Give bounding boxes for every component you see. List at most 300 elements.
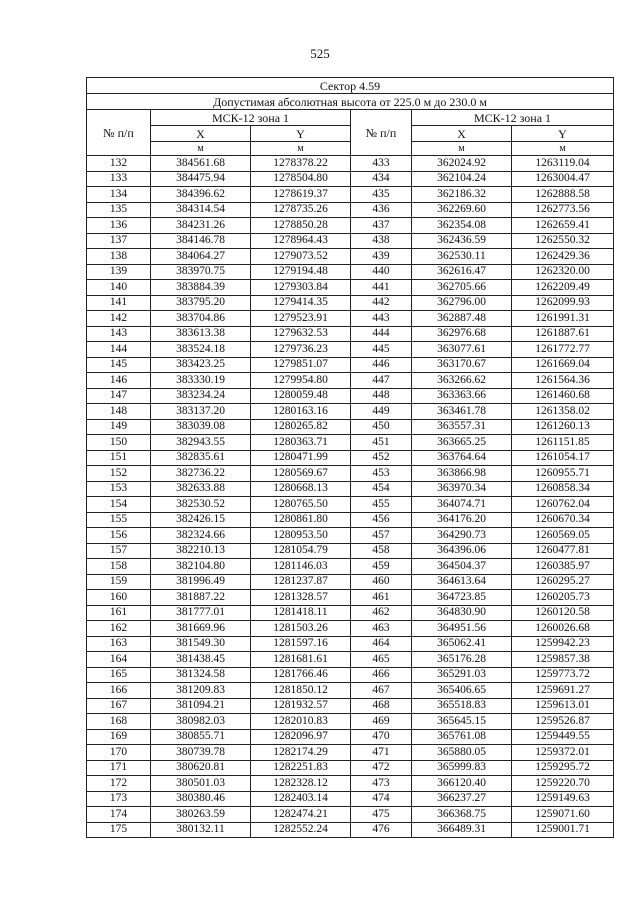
y-right: 1259691.27: [512, 683, 614, 699]
point-number-right: 471: [351, 745, 412, 761]
y-left: 1279851.07: [251, 357, 351, 373]
table-row: [87, 280, 614, 296]
y-right: 1260858.34: [512, 481, 614, 497]
y-left: 1278619.37: [251, 187, 351, 203]
y-right: 1259942.23: [512, 636, 614, 652]
y-right: 1262888.58: [512, 187, 614, 203]
x-left: 381209.83: [151, 683, 251, 699]
point-number-right: 435: [351, 187, 412, 203]
point-number-left: 159: [87, 574, 151, 590]
point-number-right: 439: [351, 249, 412, 265]
y-right: 1263004.47: [512, 171, 614, 187]
y-left: 1279523.91: [251, 311, 351, 327]
x-left: 382943.55: [151, 435, 251, 451]
point-number-right: 459: [351, 559, 412, 575]
x-left: 380739.78: [151, 745, 251, 761]
x-right: 364396.06: [412, 543, 512, 559]
table-row: [87, 652, 614, 668]
y-right: 1260762.04: [512, 497, 614, 513]
x-right: 366489.31: [412, 822, 512, 838]
x-right: 365291.03: [412, 667, 512, 683]
y-right: 1259449.55: [512, 729, 614, 745]
y-left: 1278850.28: [251, 218, 351, 234]
point-number-right: 451: [351, 435, 412, 451]
y-left: 1279414.35: [251, 295, 351, 311]
x-left: 383039.08: [151, 419, 251, 435]
x-right: 363461.78: [412, 404, 512, 420]
y-left: 1281597.16: [251, 636, 351, 652]
table-row: [87, 497, 614, 513]
y-left: 1279194.48: [251, 264, 351, 280]
x-right: 363866.98: [412, 466, 512, 482]
table-row: [87, 822, 614, 838]
y-left: 1279954.80: [251, 373, 351, 389]
point-number-right: 463: [351, 621, 412, 637]
y-right: 1259149.63: [512, 791, 614, 807]
x-left: 384475.94: [151, 171, 251, 187]
x-header-right: X: [412, 126, 512, 142]
point-number-right: 464: [351, 636, 412, 652]
y-right: 1262773.56: [512, 202, 614, 218]
x-right: 362024.92: [412, 156, 512, 172]
x-right: 362887.48: [412, 311, 512, 327]
point-number-left: 157: [87, 543, 151, 559]
y-left: 1282403.14: [251, 791, 351, 807]
x-left: 383524.18: [151, 342, 251, 358]
unit-y-left: м: [251, 142, 351, 156]
y-left: 1282010.83: [251, 714, 351, 730]
y-left: 1280265.82: [251, 419, 351, 435]
point-number-left: 169: [87, 729, 151, 745]
x-left: 382104.80: [151, 559, 251, 575]
point-number-right: 441: [351, 280, 412, 296]
table-row: [87, 156, 614, 172]
x-left: 384396.62: [151, 187, 251, 203]
y-left: 1279073.52: [251, 249, 351, 265]
x-right: 366368.75: [412, 807, 512, 823]
x-right: 362616.47: [412, 264, 512, 280]
point-number-left: 160: [87, 590, 151, 606]
num-header-right: № п/п: [351, 110, 412, 156]
y-right: 1261991.31: [512, 311, 614, 327]
y-right: 1260670.34: [512, 512, 614, 528]
point-number-right: 440: [351, 264, 412, 280]
y-right: 1259857.38: [512, 652, 614, 668]
table-row: [87, 605, 614, 621]
point-number-left: 134: [87, 187, 151, 203]
y-right: 1261260.13: [512, 419, 614, 435]
point-number-left: 171: [87, 760, 151, 776]
y-right: 1261460.68: [512, 388, 614, 404]
x-left: 382324.66: [151, 528, 251, 544]
y-right: 1259071.60: [512, 807, 614, 823]
table-row: [87, 543, 614, 559]
y-left: 1282328.12: [251, 776, 351, 792]
table-row: [87, 357, 614, 373]
y-right: 1261564.36: [512, 373, 614, 389]
y-right: 1261358.02: [512, 404, 614, 420]
y-right: 1263119.04: [512, 156, 614, 172]
x-right: 363266.62: [412, 373, 512, 389]
point-number-right: 452: [351, 450, 412, 466]
y-left: 1280363.71: [251, 435, 351, 451]
point-number-right: 456: [351, 512, 412, 528]
point-number-left: 133: [87, 171, 151, 187]
x-right: 362796.00: [412, 295, 512, 311]
point-number-left: 143: [87, 326, 151, 342]
x-left: 383137.20: [151, 404, 251, 420]
y-left: 1280569.67: [251, 466, 351, 482]
x-right: 365062.41: [412, 636, 512, 652]
table-body: [87, 156, 614, 838]
point-number-left: 152: [87, 466, 151, 482]
y-right: 1259773.72: [512, 667, 614, 683]
point-number-right: 450: [351, 419, 412, 435]
point-number-right: 467: [351, 683, 412, 699]
x-left: 384231.26: [151, 218, 251, 234]
x-right: 362269.60: [412, 202, 512, 218]
table-row: [87, 466, 614, 482]
x-right: 364074.71: [412, 497, 512, 513]
table-row: [87, 683, 614, 699]
y-left: 1280471.99: [251, 450, 351, 466]
point-number-right: 474: [351, 791, 412, 807]
num-header-left: № п/п: [87, 110, 151, 156]
point-number-left: 136: [87, 218, 151, 234]
x-right: 365880.05: [412, 745, 512, 761]
point-number-right: 473: [351, 776, 412, 792]
x-left: 380620.81: [151, 760, 251, 776]
y-right: 1261151.85: [512, 435, 614, 451]
table-row: [87, 233, 614, 249]
point-number-left: 142: [87, 311, 151, 327]
x-left: 380501.03: [151, 776, 251, 792]
system-header-right: МСК-12 зона 1: [412, 110, 614, 126]
x-right: 364176.20: [412, 512, 512, 528]
x-left: 381438.45: [151, 652, 251, 668]
table-row: [87, 373, 614, 389]
x-right: 365999.83: [412, 760, 512, 776]
y-right: 1262429.36: [512, 249, 614, 265]
point-number-left: 132: [87, 156, 151, 172]
x-right: 363665.25: [412, 435, 512, 451]
point-number-right: 433: [351, 156, 412, 172]
x-right: 363970.34: [412, 481, 512, 497]
point-number-right: 465: [351, 652, 412, 668]
point-number-right: 444: [351, 326, 412, 342]
point-number-right: 457: [351, 528, 412, 544]
x-right: 363170.67: [412, 357, 512, 373]
point-number-left: 146: [87, 373, 151, 389]
table-row: [87, 187, 614, 203]
x-left: 384146.78: [151, 233, 251, 249]
point-number-left: 141: [87, 295, 151, 311]
x-right: 362354.08: [412, 218, 512, 234]
table-row: [87, 760, 614, 776]
point-number-right: 445: [351, 342, 412, 358]
table-row: [87, 295, 614, 311]
coordinates-table: [86, 77, 614, 838]
point-number-left: 164: [87, 652, 151, 668]
x-left: 380380.46: [151, 791, 251, 807]
x-right: 362186.32: [412, 187, 512, 203]
y-left: 1278504.80: [251, 171, 351, 187]
x-left: 384561.68: [151, 156, 251, 172]
x-left: 381996.49: [151, 574, 251, 590]
x-right: 364830.90: [412, 605, 512, 621]
point-number-right: 461: [351, 590, 412, 606]
x-right: 362436.59: [412, 233, 512, 249]
point-number-right: 470: [351, 729, 412, 745]
table-row: [87, 667, 614, 683]
x-left: 381887.22: [151, 590, 251, 606]
table-row: [87, 311, 614, 327]
x-left: 383704.86: [151, 311, 251, 327]
table-row: [87, 249, 614, 265]
page-number: 525: [310, 46, 330, 61]
y-left: 1280861.80: [251, 512, 351, 528]
point-number-left: 148: [87, 404, 151, 420]
point-number-left: 161: [87, 605, 151, 621]
point-number-right: 448: [351, 388, 412, 404]
x-left: 383234.24: [151, 388, 251, 404]
y-left: 1281503.26: [251, 621, 351, 637]
x-right: 365518.83: [412, 698, 512, 714]
y-left: 1281328.57: [251, 590, 351, 606]
table-row: [87, 574, 614, 590]
y-right: 1259613.01: [512, 698, 614, 714]
table-row: [87, 528, 614, 544]
x-left: 383613.38: [151, 326, 251, 342]
unit-x-left: м: [151, 142, 251, 156]
point-number-left: 138: [87, 249, 151, 265]
y-header-right: Y: [512, 126, 614, 142]
y-left: 1282251.83: [251, 760, 351, 776]
point-number-left: 156: [87, 528, 151, 544]
point-number-right: 466: [351, 667, 412, 683]
point-number-left: 166: [87, 683, 151, 699]
point-number-left: 140: [87, 280, 151, 296]
y-left: 1278378.22: [251, 156, 351, 172]
point-number-right: 437: [351, 218, 412, 234]
point-number-right: 442: [351, 295, 412, 311]
y-left: 1282552.24: [251, 822, 351, 838]
y-left: 1281681.61: [251, 652, 351, 668]
point-number-right: 462: [351, 605, 412, 621]
point-number-left: 153: [87, 481, 151, 497]
x-left: 381094.21: [151, 698, 251, 714]
x-left: 381549.30: [151, 636, 251, 652]
y-right: 1260295.27: [512, 574, 614, 590]
point-number-left: 144: [87, 342, 151, 358]
y-right: 1262659.41: [512, 218, 614, 234]
y-left: 1281418.11: [251, 605, 351, 621]
y-left: 1280163.16: [251, 404, 351, 420]
x-right: 364504.37: [412, 559, 512, 575]
x-right: 364613.64: [412, 574, 512, 590]
table-row: [87, 404, 614, 420]
y-right: 1262320.00: [512, 264, 614, 280]
height-range: Допустимая абсолютная высота от 225.0 м до 230.0 м: [87, 94, 614, 110]
y-right: 1259220.70: [512, 776, 614, 792]
table-row: [87, 807, 614, 823]
x-left: 381669.96: [151, 621, 251, 637]
point-number-left: 155: [87, 512, 151, 528]
table-row: [87, 729, 614, 745]
table-row: [87, 388, 614, 404]
y-left: 1281146.03: [251, 559, 351, 575]
x-left: 382633.88: [151, 481, 251, 497]
point-number-right: 468: [351, 698, 412, 714]
point-number-right: 438: [351, 233, 412, 249]
y-right: 1261054.17: [512, 450, 614, 466]
system-header-left: МСК-12 зона 1: [151, 110, 351, 126]
x-left: 381777.01: [151, 605, 251, 621]
x-left: 383795.20: [151, 295, 251, 311]
point-number-left: 139: [87, 264, 151, 280]
y-left: 1278735.26: [251, 202, 351, 218]
point-number-left: 147: [87, 388, 151, 404]
x-left: 380982.03: [151, 714, 251, 730]
y-right: 1259295.72: [512, 760, 614, 776]
x-right: 363077.61: [412, 342, 512, 358]
point-number-left: 165: [87, 667, 151, 683]
point-number-left: 135: [87, 202, 151, 218]
point-number-left: 149: [87, 419, 151, 435]
y-right: 1260955.71: [512, 466, 614, 482]
y-header-left: Y: [251, 126, 351, 142]
y-left: 1280953.50: [251, 528, 351, 544]
y-left: 1281237.87: [251, 574, 351, 590]
x-left: 383330.19: [151, 373, 251, 389]
y-right: 1261669.04: [512, 357, 614, 373]
table-row: [87, 326, 614, 342]
x-left: 384064.27: [151, 249, 251, 265]
table-row: [87, 450, 614, 466]
point-number-left: 168: [87, 714, 151, 730]
x-left: 380263.59: [151, 807, 251, 823]
point-number-right: 453: [351, 466, 412, 482]
x-right: 362976.68: [412, 326, 512, 342]
x-left: 380132.11: [151, 822, 251, 838]
y-right: 1261772.77: [512, 342, 614, 358]
table-row: [87, 776, 614, 792]
point-number-right: 443: [351, 311, 412, 327]
y-left: 1282474.21: [251, 807, 351, 823]
point-number-left: 175: [87, 822, 151, 838]
x-right: 363557.31: [412, 419, 512, 435]
point-number-left: 158: [87, 559, 151, 575]
y-right: 1260026.68: [512, 621, 614, 637]
y-left: 1278964.43: [251, 233, 351, 249]
point-number-right: 454: [351, 481, 412, 497]
point-number-right: 460: [351, 574, 412, 590]
point-number-left: 163: [87, 636, 151, 652]
table-row: [87, 435, 614, 451]
x-right: 365406.65: [412, 683, 512, 699]
x-right: 364723.85: [412, 590, 512, 606]
point-number-left: 162: [87, 621, 151, 637]
x-right: 366120.40: [412, 776, 512, 792]
x-right: 363764.64: [412, 450, 512, 466]
y-left: 1279303.84: [251, 280, 351, 296]
point-number-right: 458: [351, 543, 412, 559]
table-row: [87, 264, 614, 280]
table-row: [87, 590, 614, 606]
x-left: 381324.58: [151, 667, 251, 683]
table-row: [87, 512, 614, 528]
y-right: 1260569.05: [512, 528, 614, 544]
x-right: 364290.73: [412, 528, 512, 544]
point-number-left: 174: [87, 807, 151, 823]
y-left: 1280765.50: [251, 497, 351, 513]
unit-y-right: м: [512, 142, 614, 156]
x-left: 382835.61: [151, 450, 251, 466]
table-row: [87, 218, 614, 234]
y-left: 1279736.23: [251, 342, 351, 358]
table-row: [87, 791, 614, 807]
point-number-left: 151: [87, 450, 151, 466]
point-number-left: 137: [87, 233, 151, 249]
x-right: 363363.66: [412, 388, 512, 404]
table-row: [87, 636, 614, 652]
x-right: 362104.24: [412, 171, 512, 187]
point-number-right: 476: [351, 822, 412, 838]
point-number-left: 167: [87, 698, 151, 714]
point-number-right: 447: [351, 373, 412, 389]
x-right: 362530.11: [412, 249, 512, 265]
y-left: 1281054.79: [251, 543, 351, 559]
x-left: 382736.22: [151, 466, 251, 482]
table-row: [87, 621, 614, 637]
x-right: 362705.66: [412, 280, 512, 296]
table-row: [87, 745, 614, 761]
y-right: 1260385.97: [512, 559, 614, 575]
table-row: [87, 171, 614, 187]
y-left: 1282096.97: [251, 729, 351, 745]
table-row: [87, 419, 614, 435]
y-right: 1259526.87: [512, 714, 614, 730]
x-right: 365176.28: [412, 652, 512, 668]
point-number-left: 150: [87, 435, 151, 451]
y-right: 1261887.61: [512, 326, 614, 342]
x-left: 382530.52: [151, 497, 251, 513]
table-row: [87, 342, 614, 358]
y-left: 1282174.29: [251, 745, 351, 761]
x-header-left: X: [151, 126, 251, 142]
y-left: 1281766.46: [251, 667, 351, 683]
point-number-right: 475: [351, 807, 412, 823]
y-right: 1262550.32: [512, 233, 614, 249]
y-left: 1281850.12: [251, 683, 351, 699]
y-left: 1280059.48: [251, 388, 351, 404]
y-right: 1262099.93: [512, 295, 614, 311]
x-right: 364951.56: [412, 621, 512, 637]
sector-title: Сектор 4.59: [87, 78, 614, 94]
y-left: 1280668.13: [251, 481, 351, 497]
unit-x-right: м: [412, 142, 512, 156]
point-number-right: 472: [351, 760, 412, 776]
point-number-left: 145: [87, 357, 151, 373]
table-row: [87, 559, 614, 575]
point-number-right: 469: [351, 714, 412, 730]
y-right: 1259372.01: [512, 745, 614, 761]
y-left: 1281932.57: [251, 698, 351, 714]
table-row: [87, 202, 614, 218]
x-left: 380855.71: [151, 729, 251, 745]
point-number-right: 455: [351, 497, 412, 513]
x-left: 383884.39: [151, 280, 251, 296]
